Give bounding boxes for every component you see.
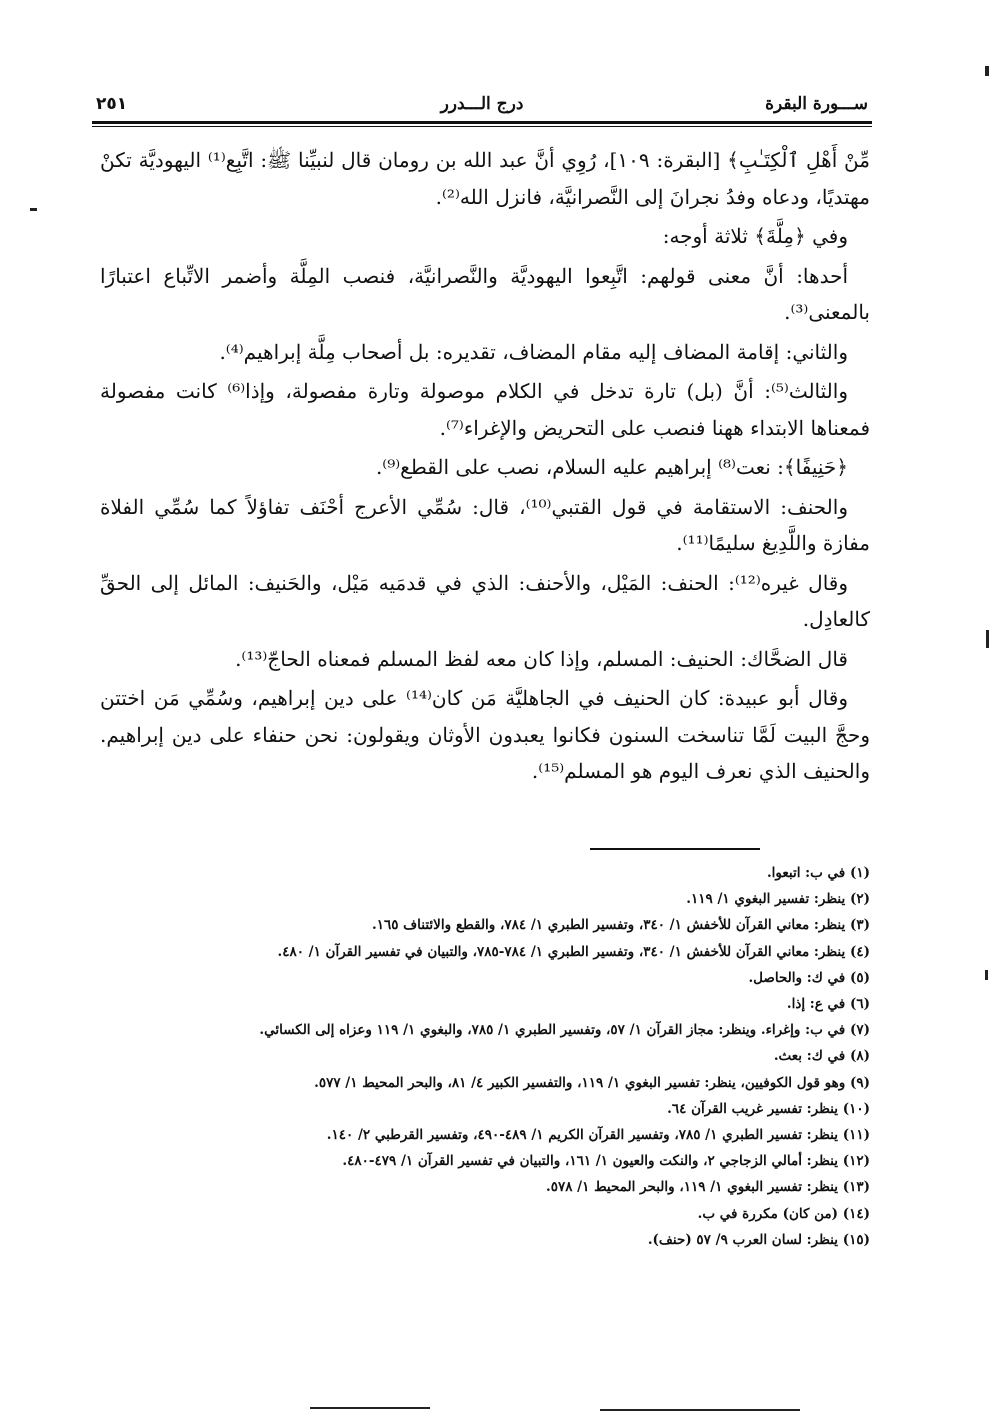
footnote-separator [590, 848, 760, 850]
book-title: درج الـــدرر [440, 94, 524, 114]
paragraph: وقال أبو عبيدة: كان الحنيف في الجاهليَّة مَن كان⁽¹⁴⁾ على دين إبراهيم، وسُمِّي مَن اختتن وحجَّ البيت لَمَّا تناسخت السنون فكانوا يعبدون الأوثان ويقولون: نحن حنفاء على دين إبراهيم. والحنيف الذي نعرف اليوم هو المسلم⁽¹⁵⁾. [100, 686, 870, 783]
scan-mark [30, 208, 37, 211]
page-number: ٢٥١ [96, 94, 128, 114]
footnote: (٤) ينظر: معاني القرآن للأخفش ١/ ٣٤٠، وتفسير الطبري ١/ ٧٨٤-٧٨٥، والتبيان في تفسير القرآن ١/ ٤٨٠. [277, 943, 870, 960]
paragraph: والحنف: الاستقامة في قول القتبي⁽¹⁰⁾، قال: سُمِّي الأعرج أحْنَف تفاؤلاً كما سُمِّي الفلاة مفازة واللَّدِيغ سليمًا⁽¹¹⁾. [100, 494, 870, 555]
footnote: (٦) في ع: إذا. [786, 996, 870, 1013]
scan-mark [985, 66, 989, 76]
paragraph: أحدها: أنَّ معنى قولهم: اتَّبِعوا اليهوديَّة والنَّصرانيَّة، فنصب المِلَّة وأضمر الاتِّباع اعتبارًا بالمعنى⁽³⁾. [100, 263, 870, 324]
scan-mark [600, 1409, 800, 1411]
page-header [92, 92, 872, 118]
paragraph: ﴿حَنِيفًا﴾: نعت⁽⁸⁾ إبراهيم عليه السلام، نصب على القطع⁽⁹⁾. [375, 455, 848, 479]
footnote: (٨) في ك: بعث. [773, 1048, 870, 1065]
footnote: (١) في ب: اتبعوا. [766, 865, 870, 881]
footnote: (١٣) ينظر: تفسير البغوي ١/ ١١٩، والبحر المحيط ١/ ٥٧٨. [546, 1179, 870, 1196]
scan-mark [985, 970, 988, 980]
paragraph: وفي ﴿مِلَّةَ﴾ ثلاثة أوجه: [662, 224, 848, 248]
scan-mark [986, 630, 989, 648]
footnote: (٣) ينظر: معاني القرآن للأخفش ١/ ٣٤٠، وتفسير الطبري ١/ ٧٨٤، والقطع والائتناف ١٦٥. [372, 917, 870, 934]
surah-title: ســـورة البقرة [765, 94, 868, 114]
paragraph: والثالث⁽⁵⁾: أنَّ (بل) تارة تدخل في الكلام موصولة وتارة مفصولة، وإذا⁽⁶⁾ كانت مفصولة فمعناها الابتداء ههنا فنصب على التحريض والإغراء⁽⁷⁾. [100, 379, 870, 440]
footnote: (١٠) ينظر: تفسير غريب القرآن ٦٤. [667, 1100, 870, 1117]
header-rule-thin [92, 126, 872, 127]
footnote: (١١) ينظر: تفسير الطبري ١/ ٧٨٥، وتفسير القرآن الكريم ١/ ٤٨٩-٤٩٠، وتفسير القرطبي ٢/ ١٤٠. [326, 1127, 870, 1144]
paragraph: وقال غيره⁽¹²⁾: الحنف: المَيْل، والأحنف: الذي في قدمَيه مَيْل، والحَنيف: المائل إلى الحقِّ كالعادِل. [100, 570, 870, 631]
footnote: (١٢) ينظر: أمالي الزجاجي ٢، والنكت والعيون ١/ ١٦١، والتبيان في تفسير القرآن ١/ ٤٧٩-٤٨٠. [342, 1153, 870, 1170]
main-text [100, 142, 870, 793]
footnote: (١٤) (من كان) مكررة في ب. [697, 1205, 870, 1222]
paragraph: قال الضحَّاك: الحنيف: المسلم، وإذا كان معه لفظ المسلم فمعناه الحاجّ⁽¹³⁾. [235, 646, 848, 671]
footnote: (١٥) ينظر: لسان العرب ٩/ ٥٧ (حنف). [647, 1231, 870, 1248]
footnote: (٧) في ب: وإغراء. وينظر: مجاز القرآن ١/ ٥٧، وتفسير الطبري ١/ ٧٨٥، والبغوي ١/ ١١٩ وعزاه إلى الكسائي. [259, 1022, 870, 1039]
paragraph: والثاني: إقامة المضاف إليه مقام المضاف، تقديره: بل أصحاب مِلَّة إبراهيم⁽⁴⁾. [219, 339, 848, 364]
scan-mark [310, 1407, 430, 1409]
footnote: (٩) وهو قول الكوفيين، ينظر: تفسير البغوي ١/ ١١٩، والتفسير الكبير ٤/ ٨١، والبحر المحيط ١/ ٥٧٧. [314, 1074, 870, 1091]
paragraph: مِّنْ أَهْلِ ٱلْكِتَـٰبِ﴾ [البقرة: ١٠٩]، رُوِي أنَّ عبد الله بن رومان قال لنبيِّنا ﷺ: اتَّبِع⁽¹⁾ اليهوديَّة تكنْ مهتديًا، ودعاه وفدُ نجرانَ إلى النَّصرانيَّة، فانزل الله⁽²⁾. [100, 148, 870, 209]
header-rule [92, 121, 872, 124]
footnotes [100, 860, 870, 1253]
footnote: (٢) ينظر: تفسير البغوي ١/ ١١٩. [686, 891, 870, 908]
footnote: (٥) في ك: والحاصل. [748, 969, 870, 986]
